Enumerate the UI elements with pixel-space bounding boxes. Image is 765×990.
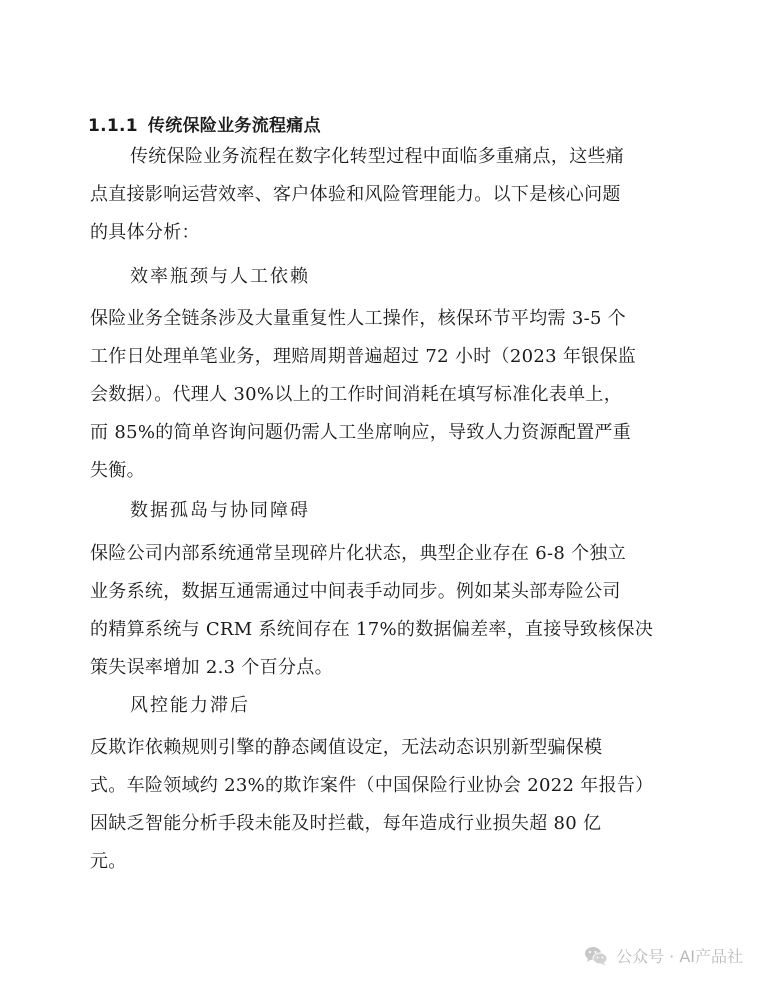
point-body-risk-control: [90, 729, 680, 881]
paragraph-line: 业务系统，数据互通需通过中间表手动同步。例如某头部寿险公司: [90, 581, 621, 602]
point-body-data-silos: [90, 535, 680, 687]
paragraph-line: 保险公司内部系统通常呈现碎片化状态，典型企业存在 6-8 个独立: [90, 543, 627, 564]
point-title-efficiency: 效率瓶颈与人工依赖: [130, 266, 310, 287]
paragraph-line: 保险业务全链条涉及大量重复性人工操作，核保环节平均需 3-5 个: [90, 308, 627, 329]
paragraph-line: 反欺诈依赖规则引擎的静态阈值设定，无法动态识别新型骗保模: [90, 737, 603, 758]
point-title-risk-control: 风控能力滞后: [130, 695, 250, 716]
paragraph-line: 式。车险领域约 23%的欺诈案件（中国保险行业协会 2022 年报告）: [90, 775, 654, 796]
section-title: 传统保险业务流程痛点: [147, 116, 321, 136]
paragraph-line: 因缺乏智能分析手段未能及时拦截，每年造成行业损失超 80 亿: [90, 813, 602, 834]
paragraph-line: 策失误率增加 2.3 个百分点。: [90, 657, 333, 678]
point-title-data-silos: 数据孤岛与协同障碍: [130, 500, 310, 521]
section-number: 1.1.1: [88, 116, 138, 136]
point-body-efficiency: [90, 300, 680, 490]
watermark: [584, 944, 743, 967]
section-heading: [88, 114, 321, 138]
paragraph-line: 会数据）。代理人 30%以上的工作时间消耗在填写标准化表单上，: [90, 384, 623, 405]
paragraph-line: 而 85%的简单咨询问题仍需人工坐席响应，导致人力资源配置严重: [90, 422, 632, 443]
paragraph-line: 的精算系统与 CRM 系统间存在 17%的数据偏差率，直接导致核保决: [90, 619, 654, 640]
paragraph-line: 点直接影响运营效率、客户体验和风险管理能力。以下是核心问题: [90, 184, 621, 205]
paragraph-line: 传统保险业务流程在数字化转型过程中面临多重痛点，这些痛: [130, 146, 625, 167]
paragraph-line: 的具体分析：: [90, 222, 200, 243]
intro-paragraph: [90, 138, 680, 252]
watermark-text: 公众号 · AI产品社: [616, 947, 743, 966]
wechat-icon: [584, 945, 608, 967]
paragraph-line: 工作日处理单笔业务，理赔周期普遍超过 72 小时（2023 年银保监: [90, 346, 637, 367]
paragraph-line: 失衡。: [90, 460, 145, 481]
paragraph-line: 元。: [90, 851, 127, 872]
